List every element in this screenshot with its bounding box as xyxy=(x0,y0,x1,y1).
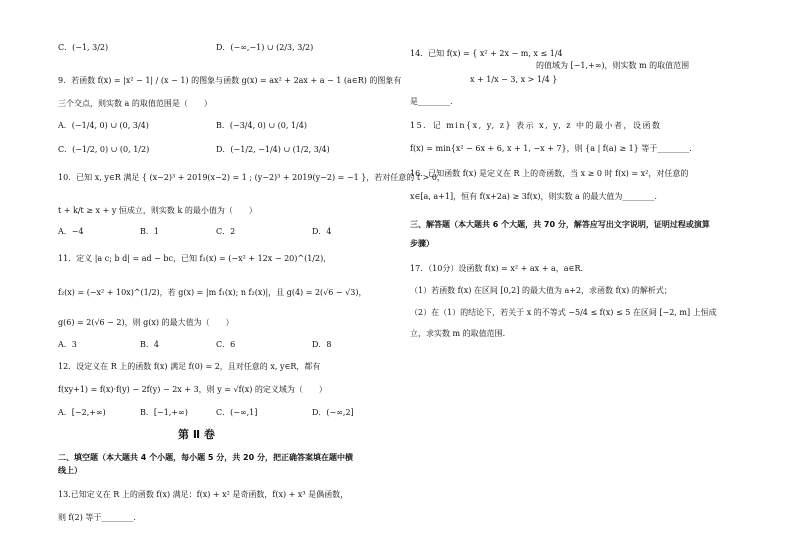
q10-stem-line1: 10．已知 x, y∈R 满足 { (x−2)³ + 2019(x−2) = 1 ; (y−2)³ + 2019(y−2) = −1 }，若对任意的 t > 0， xyxy=(58,173,445,182)
q11-stem-line2: f₂(x) = (−x² + 10x)^(1/2)，若 g(x) = |m f₁(x); n f₂(x)|，且 g(4) = 2(√6 − √3)， xyxy=(58,288,367,297)
q15-stem-line2: f(x) = min{x² − 6x + 6, x + 1, −x + 7}，则 {a | f(a) ≥ 1} 等于________. xyxy=(410,144,692,153)
q10-stem-line2: t + k/t ≥ x + y 恒成立，则实数 k 的最小值为（ ） xyxy=(58,206,257,215)
q8-option-c: C．(−1, 3/2) xyxy=(58,43,109,52)
q12-stem-line1: 12．设定义在 R 上的函数 f(x) 满足 f(0) = 2，且对任意的 x, y∈R，都有 xyxy=(58,362,321,371)
q15-stem-line1: 15．记 min{x, y, z} 表示 x, y, z 中的最小者，设函数 xyxy=(410,121,662,130)
q12-stem-line2: f(xy+1) = f(x)·f(y) − 2f(y) − 2x + 3，则 y = √f(x) 的定义域为（ ） xyxy=(58,385,327,394)
q12-option-d: D．(−∞,2] xyxy=(312,408,354,417)
q12-option-c: C．(−∞,1] xyxy=(216,408,258,417)
q11-option-c: C．6 xyxy=(216,340,236,349)
answer-section-header-line2: 步骤） xyxy=(410,239,434,248)
answer-section-header-line1: 三、解答题（本大题共 6 个大题，共 70 分，解答应写出文字说明，证明过程或演算 xyxy=(410,220,710,229)
q17-part2-line1: （2）在（1）的结论下，若关于 x 的不等式 −5/4 ≤ f(x) ≤ 5 在区间 [−2, m] 上恒成 xyxy=(410,308,717,317)
q14-stem-line2: 的值域为 [−1,+∞)，则实数 m 的取值范围 xyxy=(536,61,690,70)
q13-stem-line1: 13.已知定义在 R 上的函数 f(x) 满足：f(x) + x² 是奇函数，f(x) + x³ 是偶函数， xyxy=(58,490,349,499)
q12-option-b: B．[−1,+∞) xyxy=(140,408,188,417)
q12-option-a: A．[−2,+∞) xyxy=(58,408,106,417)
column-divider xyxy=(394,10,395,550)
q11-option-a: A．3 xyxy=(58,340,77,349)
q11-stem-line3: g(6) = 2(√6 − 2)，则 g(x) 的最大值为（ ） xyxy=(58,318,234,327)
q9-stem-line1: 9．若函数 f(x) = |x² − 1| / (x − 1) 的图象与函数 g(x) = ax² + 2ax + a − 1 (a∈R) 的图象有 xyxy=(58,76,402,85)
q9-option-a: A．(−1/4, 0) ∪ (0, 3/4) xyxy=(58,121,149,130)
q9-stem-line2: 三个交点，则实数 a 的取值范围是（ ） xyxy=(58,99,212,108)
q17-part2-line2: 立，求实数 m 的取值范围. xyxy=(410,329,506,338)
q16-stem-line2: x∈[a, a+1]，恒有 f(x+2a) ≥ 3f(x)，则实数 a 的最大值为________. xyxy=(410,192,657,201)
q14-stem-line4: 是________. xyxy=(410,97,453,106)
q10-option-a: A．−4 xyxy=(58,227,84,236)
q16-stem-line1: 16．已知函数 f(x) 是定义在 R 上的奇函数，当 x ≥ 0 时 f(x) = x²，对任意的 xyxy=(410,169,689,178)
q10-option-c: C．2 xyxy=(216,227,236,236)
fill-in-section-header-line2: 线上） xyxy=(58,466,82,475)
q14-stem-line3: x + 1/x − 3, x > 1/4 } xyxy=(470,75,558,84)
q11-option-d: D．8 xyxy=(312,340,332,349)
section-2-title: 第 Ⅱ 卷 xyxy=(178,428,215,441)
q9-option-d: D．(−1/2, −1/4) ∪ (1/2, 3/4) xyxy=(216,145,330,154)
q10-option-b: B．1 xyxy=(140,227,159,236)
fill-in-section-header-line1: 二、填空题（本大题共 4 个小题，每小题 5 分，共 20 分，把正确答案填在题中横 xyxy=(58,453,353,462)
q11-stem-line1: 11．定义 |a c; b d| = ad − bc，已知 f₁(x) = (−x² + 12x − 20)^(1/2)， xyxy=(58,254,332,263)
q11-option-b: B．4 xyxy=(140,340,159,349)
q8-option-d: D．(−∞,−1) ∪ (2/3, 3/2) xyxy=(216,43,314,52)
q17-stem-line1: 17．（10分）设函数 f(x) = x² + ax + a，a∈R. xyxy=(410,264,584,273)
q14-stem-line1: 14．已知 f(x) = { x² + 2x − m, x ≤ 1/4 xyxy=(410,49,563,58)
q9-option-c: C．(−1/2, 0) ∪ (0, 1/2) xyxy=(58,145,150,154)
q9-option-b: B．(−3/4, 0) ∪ (0, 1/4) xyxy=(216,121,307,130)
q13-stem-line2: 则 f(2) 等于________. xyxy=(58,513,136,522)
q10-option-d: D．4 xyxy=(312,227,332,236)
q17-part1: （1）若函数 f(x) 在区间 [0,2] 的最大值为 a+2，求函数 f(x) 的解析式； xyxy=(410,286,672,295)
